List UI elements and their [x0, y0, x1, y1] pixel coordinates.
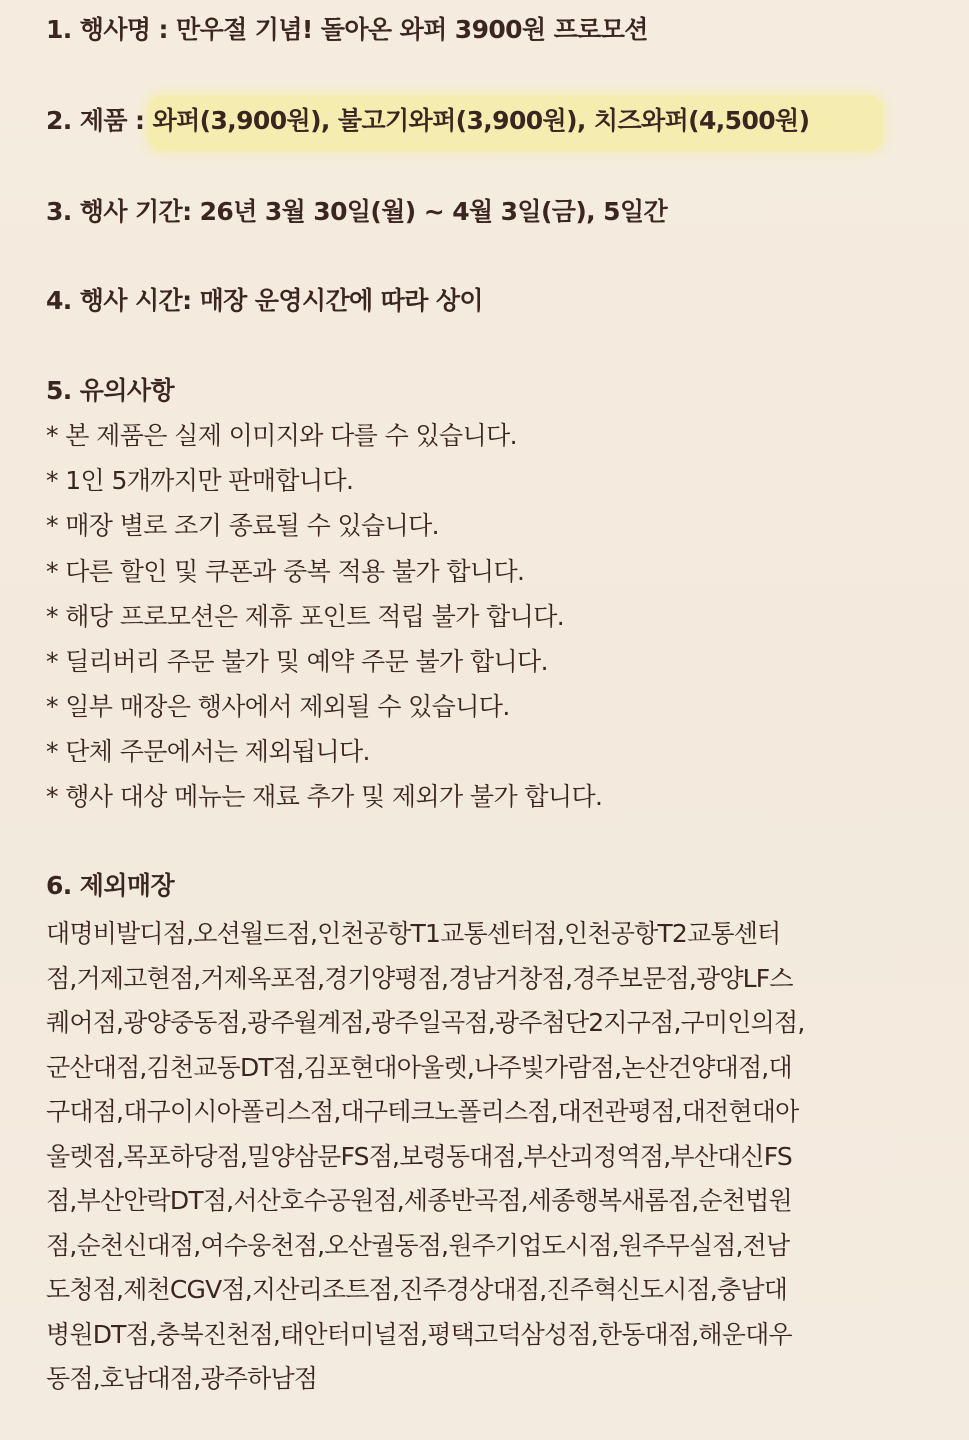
- event-hours-line: 4. 행사 시간: 매장 운영시간에 따라 상이: [46, 286, 483, 315]
- note-item: * 1인 5개까지만 판매합니다.: [46, 466, 354, 495]
- products-highlighted-text: 와퍼(3,900원), 불고기와퍼(3,900원), 치즈와퍼(4,500원): [152, 106, 810, 135]
- excluded-stores-row: 병원DT점,충북진천점,태안터미널점,평택고덕삼성점,한동대점,해운대우: [46, 1319, 792, 1349]
- event-name-line: 1. 행사명 : 만우절 기념! 돌아온 와퍼 3900원 프로모션: [46, 15, 648, 44]
- excluded-stores-row: 구대점,대구이시아폴리스점,대구테크노폴리스점,대전관평점,대전현대아: [46, 1097, 799, 1126]
- excluded-stores-row: 퀘어점,광양중동점,광주월계점,광주일곡점,광주첨단2지구점,구미인의점,: [46, 1008, 805, 1037]
- products-prefix: 2. 제품 :: [46, 106, 153, 135]
- excluded-stores-row: 도청점,제천CGV점,지산리조트점,진주경상대점,진주혁신도시점,충남대: [46, 1275, 788, 1304]
- note-item: * 일부 매장은 행사에서 제외될 수 있습니다.: [46, 692, 510, 721]
- excluded-stores-row: 점,거제고현점,거제옥포점,경기양평점,경남거창점,경주보문점,광양LF스: [46, 963, 793, 993]
- note-item: * 단체 주문에서는 제외됩니다.: [46, 737, 370, 766]
- excluded-stores-row: 점,부산안락DT점,서산호수공원점,세종반곡점,세종행복새롬점,순천법원: [46, 1186, 792, 1215]
- note-item: * 본 제품은 실제 이미지와 다를 수 있습니다.: [46, 421, 518, 450]
- products-line: [46, 105, 809, 137]
- note-item: * 딜리버리 주문 불가 및 예약 주문 불가 합니다.: [46, 647, 548, 676]
- notes-heading: 5. 유의사항: [46, 376, 174, 405]
- excluded-stores-heading: 6. 제외매장: [46, 871, 174, 900]
- note-item: * 해당 프로모션은 제휴 포인트 적립 불가 합니다.: [46, 602, 565, 631]
- note-item: * 다른 할인 및 쿠폰과 중복 적용 불가 합니다.: [46, 557, 525, 586]
- excluded-stores-row: 울렛점,목포하당점,밀양삼문FS점,보령동대점,부산괴정역점,부산대신FS: [46, 1141, 792, 1171]
- note-item: * 매장 별로 조기 종료될 수 있습니다.: [46, 511, 440, 540]
- event-period-line: 3. 행사 기간: 26년 3월 30일(월) ~ 4월 3일(금), 5일간: [46, 197, 668, 226]
- note-item: * 행사 대상 메뉴는 재료 추가 및 제외가 불가 합니다.: [46, 782, 603, 811]
- excluded-stores-row: 군산대점,김천교동DT점,김포현대아울렛,나주빛가람점,논산건양대점,대: [46, 1052, 792, 1082]
- excluded-stores-list: [46, 912, 926, 1402]
- excluded-stores-row: 동점,호남대점,광주하남점: [46, 1364, 318, 1393]
- excluded-stores-row: 대명비발디점,오션월드점,인천공항T1교통센터점,인천공항T2교통센터: [46, 919, 781, 948]
- excluded-stores-row: 점,순천신대점,여수웅천점,오산궐동점,원주기업도시점,원주무실점,전남: [46, 1230, 790, 1260]
